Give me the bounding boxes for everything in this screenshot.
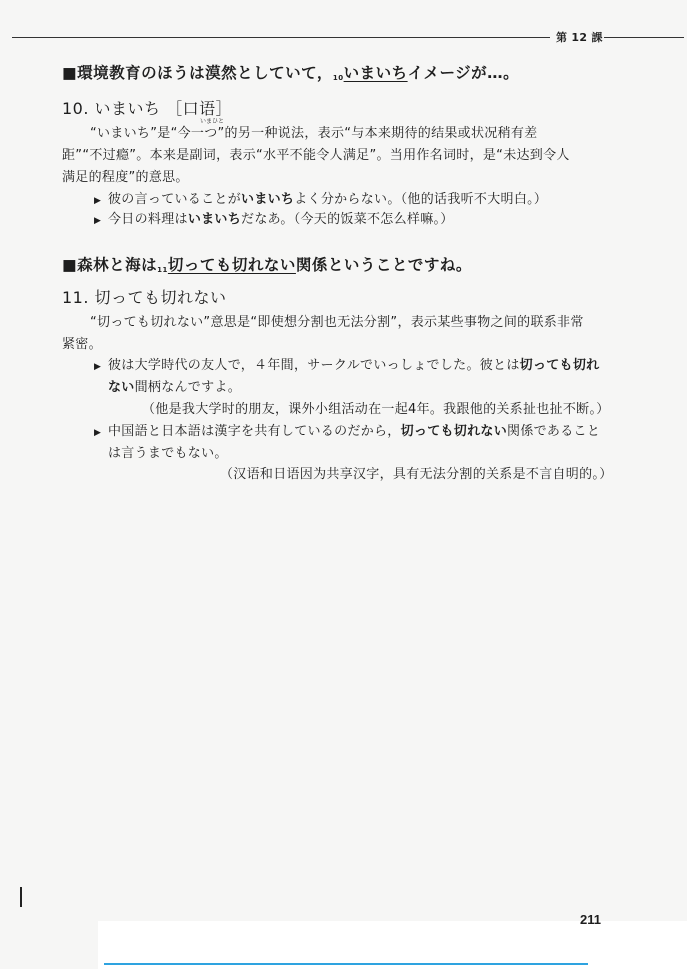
bullet-icon: ▶ [94, 196, 102, 206]
translation: （汉语和日语因为共享汉字，具有无法分割的关系是不言自明的。） [220, 467, 613, 482]
note-number: 11 [157, 266, 168, 274]
underlined-term: 切っても切れない [167, 256, 296, 274]
bold-term: 切っても切れない [400, 424, 508, 439]
header-rule-left [12, 37, 550, 38]
bold-term: いまいち [241, 192, 295, 207]
page-number: 211 [580, 912, 601, 927]
text: 中国語と日本語は漢字を共有しているのだから， [108, 424, 401, 439]
blue-divider [104, 963, 588, 965]
ruby-reading: いまひと [200, 118, 225, 125]
example-continuation [108, 380, 241, 396]
paragraph-line: 距”“不过瘾”。本来是副词，表示“水平不能令人满足”。当用作名词时，是“未达到令人 [62, 148, 570, 163]
text: 彼は大学時代の友人で，４年間，サークルでいっしょでした。彼とは [108, 358, 520, 373]
example-sentence-11 [62, 257, 472, 278]
sentence-suffix: イメージが…。 [407, 64, 520, 82]
bullet-icon: ▶ [94, 362, 102, 372]
heading-11: 11. 切っても切れない [62, 288, 227, 307]
bullet-icon: ▶ [94, 428, 102, 438]
underlined-term: いまいち [343, 64, 408, 82]
scan-mark [20, 887, 22, 907]
bold-term: ない [108, 380, 135, 395]
example-item [94, 192, 547, 209]
text: だなあ。（今天的饭菜不怎么样嘛。） [241, 212, 454, 227]
example-item [94, 424, 600, 441]
bullet-icon: ▶ [94, 216, 102, 226]
paragraph-line: “いまいち”是“今一つ”的另一种说法，表示“与本来期待的结果或状况稍有差 [90, 126, 538, 141]
sentence-suffix: 関係ということですね。 [295, 256, 472, 274]
header-rule-right [604, 37, 684, 38]
bold-term: 切っても切れ [519, 358, 600, 373]
sentence-prefix: ■環境教育のほうは漠然としていて， [62, 64, 333, 82]
example-item [94, 358, 599, 375]
text: 今日の料理は [108, 212, 188, 227]
paragraph-line: 满足的程度”的意思。 [62, 170, 189, 185]
chapter-label: 第 12 課 [556, 31, 603, 44]
bold-term: いまいち [187, 212, 242, 227]
example-continuation: は言うまでもない。 [108, 446, 228, 461]
note-number: 10 [332, 74, 344, 82]
text: 関係であること [507, 424, 601, 439]
translation: （他是我大学时的朋友，课外小组活动在一起4年。我跟他的关系扯也扯不断。） [142, 402, 610, 417]
heading-10: 10. いまいち ［口语］ [62, 99, 233, 118]
sentence-prefix: ■森林と海は [62, 256, 158, 274]
paragraph-line: 紧密。 [62, 337, 102, 352]
text: 彼の言っていることが [108, 192, 242, 207]
paragraph-line: “切っても切れない”意思是“即使想分割也无法分割”，表示某些事物之间的联系非常 [90, 315, 584, 330]
text: よく分からない。（他的话我听不大明白。） [294, 192, 548, 207]
text: 間柄なんですよ。 [134, 380, 242, 395]
example-sentence-10 [62, 65, 519, 86]
example-item [94, 212, 454, 229]
blank-area [98, 921, 687, 969]
